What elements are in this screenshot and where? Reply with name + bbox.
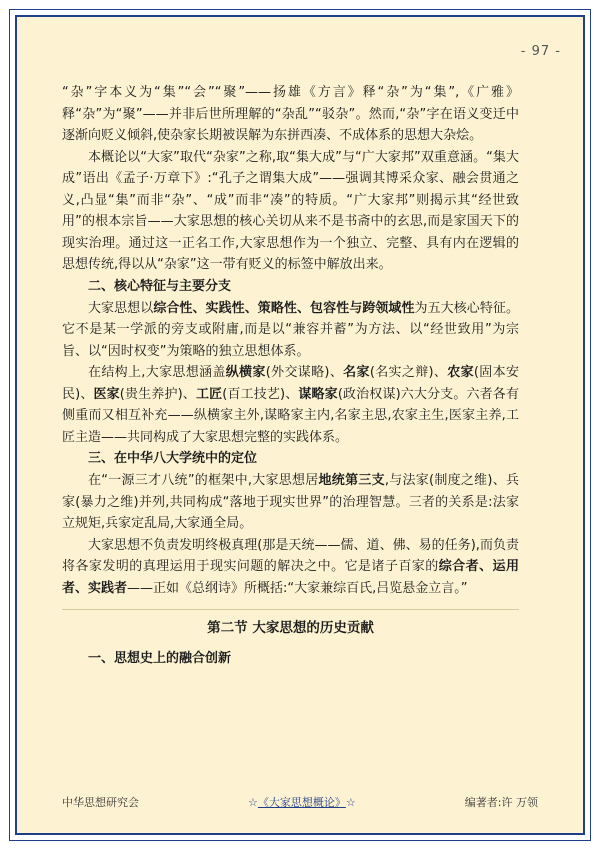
- text-run: (政治权谋)六大分支。六者各有侧重而又相互补充——纵横家主外,谋略家主内,名家主思,农家主生,医家主养,工匠主造——共同构成了大家思想完整的实践体系。: [62, 386, 519, 445]
- book-title-link: 《大家思想概论》: [257, 796, 346, 809]
- paragraph: [62, 470, 519, 535]
- text-run: ——正如《总纲诗》所概括:“大家兼综百氏,吕览悬金立言。”: [127, 580, 468, 596]
- paragraph: “杂”字本义为“集”“会”“聚”——扬雄《方言》释“杂”为“集”,《广雅》释“杂”为“聚”——并非后世所理解的“杂乱”“驳杂”。然而,“杂”字在语义变迁中逐渐向贬义倾斜,使杂家长期被误解为东拼西凑、不成体系的思想大杂烩。: [62, 85, 519, 143]
- footer-organization: 中华思想研究会: [62, 796, 139, 809]
- text-run: 大家思想不负责发明终极真理(那是天统——儒、道、佛、易的任务),而负责将各家发明的真理运用于现实问题的解决之中。它是诸子百家的: [62, 537, 519, 574]
- star-icon: ☆: [345, 796, 356, 809]
- text-run: 在结构上,大家思想涵盖: [88, 365, 226, 380]
- bold-text: 综合性、实践性、策略性、包容性与跨领域性: [153, 300, 415, 316]
- bold-text: 纵横家: [225, 365, 266, 380]
- footer-book-title: [248, 794, 356, 810]
- paragraph: [62, 362, 519, 448]
- text-run: (名实之辩)、: [369, 365, 448, 380]
- paragraph: [62, 298, 519, 363]
- bold-text: 工匠: [195, 386, 223, 402]
- footer-author: 编著者:许 万领: [464, 796, 538, 809]
- section-heading: 三、在中华八大学统中的定位: [88, 451, 258, 466]
- section-heading: 二、核心特征与主要分支: [88, 278, 232, 294]
- text-run: ,与法家(制度之维)、兵家(暴力之维)并列,共同构成“落地于现实世界”的治理智慧。三者的关系是:法家立规矩,兵家定乱局,大家通全局。: [62, 473, 519, 531]
- bold-text: 医家: [93, 386, 120, 402]
- subsection-heading: 一、思想史上的融合创新: [88, 651, 232, 666]
- text-run: 为五大核心特征。它不是某一学派的旁支或附庸,而是以“兼容并蓄”为方法、以“经世致用”为宗旨、以“因时权变”为策略的独立思想体系。: [62, 300, 519, 359]
- paragraph: [62, 535, 519, 600]
- page-number: - 97 -: [520, 44, 561, 59]
- star-icon: ☆: [248, 796, 258, 809]
- page-footer: [62, 794, 538, 810]
- bold-text: 综合者、运用者、实践者: [62, 559, 519, 596]
- bold-text: 名家: [343, 365, 370, 380]
- text-run: 在“一源三才八统”的框架中,大家思想居: [88, 473, 319, 488]
- bold-text: 谋略家: [298, 386, 338, 402]
- section-divider: [62, 609, 519, 610]
- document-body: [62, 82, 519, 670]
- text-run: 大家思想以: [88, 300, 154, 316]
- bold-text: 地统第三支: [318, 473, 385, 488]
- text-run: (外交谋略)、: [265, 365, 344, 380]
- paragraph: 本概论以“大家”取代“杂家”之称,取“集大成”与“广大家邦”双重意涵。“集大成”语出《孟子·万章下》:“孔子之谓集大成”——强调其博采众家、融会贯通之义,凸显“集”而非“杂”、“成”而非“凑”的特质。“广大家邦”则揭示其“经世致用”的根本宗旨——大家思想的核心关切从来不是书斋中的玄思,而是家国天下的现实治理。通过这一正名工作,大家思想作为一个独立、完整、具有内在逻辑的思想传统,得以从“杂家”这一带有贬义的标签中解放出来。: [62, 149, 519, 272]
- text-run: (百工技艺)、: [222, 386, 299, 402]
- text-run: (固本安民)、: [62, 365, 519, 402]
- text-run: (贵生养护)、: [119, 386, 196, 402]
- bold-text: 农家: [447, 365, 474, 380]
- chapter-section-title: 第二节 大家思想的历史贡献: [207, 620, 374, 636]
